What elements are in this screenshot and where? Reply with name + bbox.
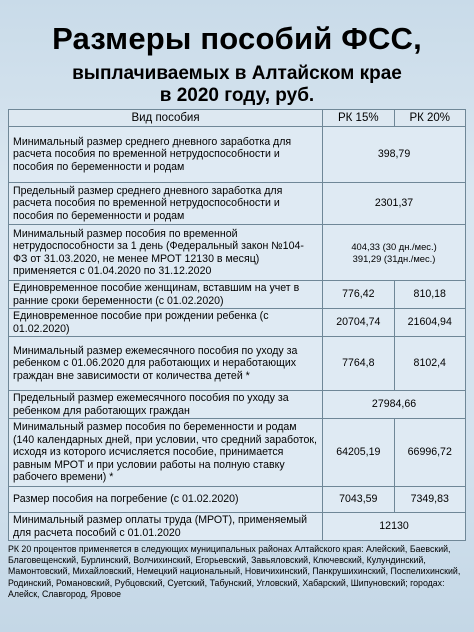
row-label: Минимальный размер пособия по временной нетрудоспособности за 1 день (Федеральный закон №104-ФЗ от 31.03.2020, не менее МРОТ 12130 в месяц) применяется с 01.04.2020 по 31.12.2020	[9, 225, 323, 281]
row-label: Минимальный размер среднего дневного заработка для расчета пособия по временной нетрудоспособности и пособия по беременности и родам	[9, 127, 323, 183]
row-value-rk20: 7349,83	[394, 487, 465, 513]
row-value-rk20: 8102,4	[394, 337, 465, 391]
header-rk15: РК 15%	[323, 110, 394, 127]
row-value-merged: 27984,66	[323, 391, 466, 419]
row-label: Минимальный размер пособия по беременности и родам (140 календарных дней, при условии, что средний заработок, исходя из которого исчисляется пособие, принимается равным МРОТ и при условии работы на полную ставку рабочего времени) *	[9, 419, 323, 487]
table-row	[9, 419, 466, 487]
row-value-rk20: 21604,94	[394, 309, 465, 337]
row-label: Предельный размер ежемесячного пособия по уходу за ребенком для работающих граждан	[9, 391, 323, 419]
table-row	[9, 513, 466, 541]
table-row	[9, 487, 466, 513]
row-value-merged: 2301,37	[323, 183, 466, 225]
header-benefit-type: Вид пособия	[9, 110, 323, 127]
row-label: Минимальный размер ежемесячного пособия по уходу за ребенком с 01.06.2020 для работающих и неработающих граждан вне зависимости от количества детей *	[9, 337, 323, 391]
footnote: РК 20 процентов применяется в следующих муниципальных районах Алтайского края: Алейский, Баевский, Благовещенский, Бурлинский, Волчихинский, Егорьевский, Завьяловский, Ключевский, Кулундинский, Мамонтовский, Михайловский, Немецкий национальный, Новичихинский, Панкрушихинский, Поспелихинский, Родинский, Романовский, Рубцовский, Суетский, Табунский, Угловский, Хабарский, Шипуновский; городах: Алейск, Славгород, Яровое	[8, 544, 461, 599]
row-value-rk15: 7043,59	[323, 487, 394, 513]
page-subtitle-year: в 2020 году, руб.	[159, 85, 315, 106]
row-value-rk15: 776,42	[323, 281, 394, 309]
row-value-rk15: 64205,19	[323, 419, 394, 487]
table-row	[9, 309, 466, 337]
row-value-merged	[323, 225, 466, 281]
row-label: Единовременное пособие женщинам, вставшим на учет в ранние сроки беременности (с 01.02.2020)	[9, 281, 323, 309]
row-value-merged: 398,79	[323, 127, 466, 183]
row-label: Минимальный размер оплаты труда (МРОТ), применяемый для расчета пособий с 01.01.2020	[9, 513, 323, 541]
table-row	[9, 281, 466, 309]
table-row	[9, 391, 466, 419]
row-label: Предельный размер среднего дневного заработка для расчета пособия по временной нетрудоспособности и пособия по беременности и родам	[9, 183, 323, 225]
row-value-rk20: 810,18	[394, 281, 465, 309]
table-row	[9, 337, 466, 391]
table-row	[9, 225, 466, 281]
row-label: Размер пособия на погребение (с 01.02.2020)	[9, 487, 323, 513]
row-value-rk15: 20704,74	[323, 309, 394, 337]
row-label: Единовременное пособие при рождении ребенка (с 01.02.2020)	[9, 309, 323, 337]
page-subtitle: выплачиваемых в Алтайском крае	[72, 63, 402, 84]
row-value-rk15: 7764,8	[323, 337, 394, 391]
benefits-table	[8, 109, 466, 541]
header-rk20: РК 20%	[394, 110, 465, 127]
row-value-merged: 12130	[323, 513, 466, 541]
table-header-row	[9, 110, 466, 127]
table-row	[9, 127, 466, 183]
row-value-line: 391,29 (31дн./мес.)	[352, 252, 436, 264]
page-title: Размеры пособий ФСС,	[52, 21, 422, 56]
row-value-rk20: 66996,72	[394, 419, 465, 487]
row-value-line: 404,33 (30 дн./мес.)	[351, 240, 437, 252]
table-row	[9, 183, 466, 225]
